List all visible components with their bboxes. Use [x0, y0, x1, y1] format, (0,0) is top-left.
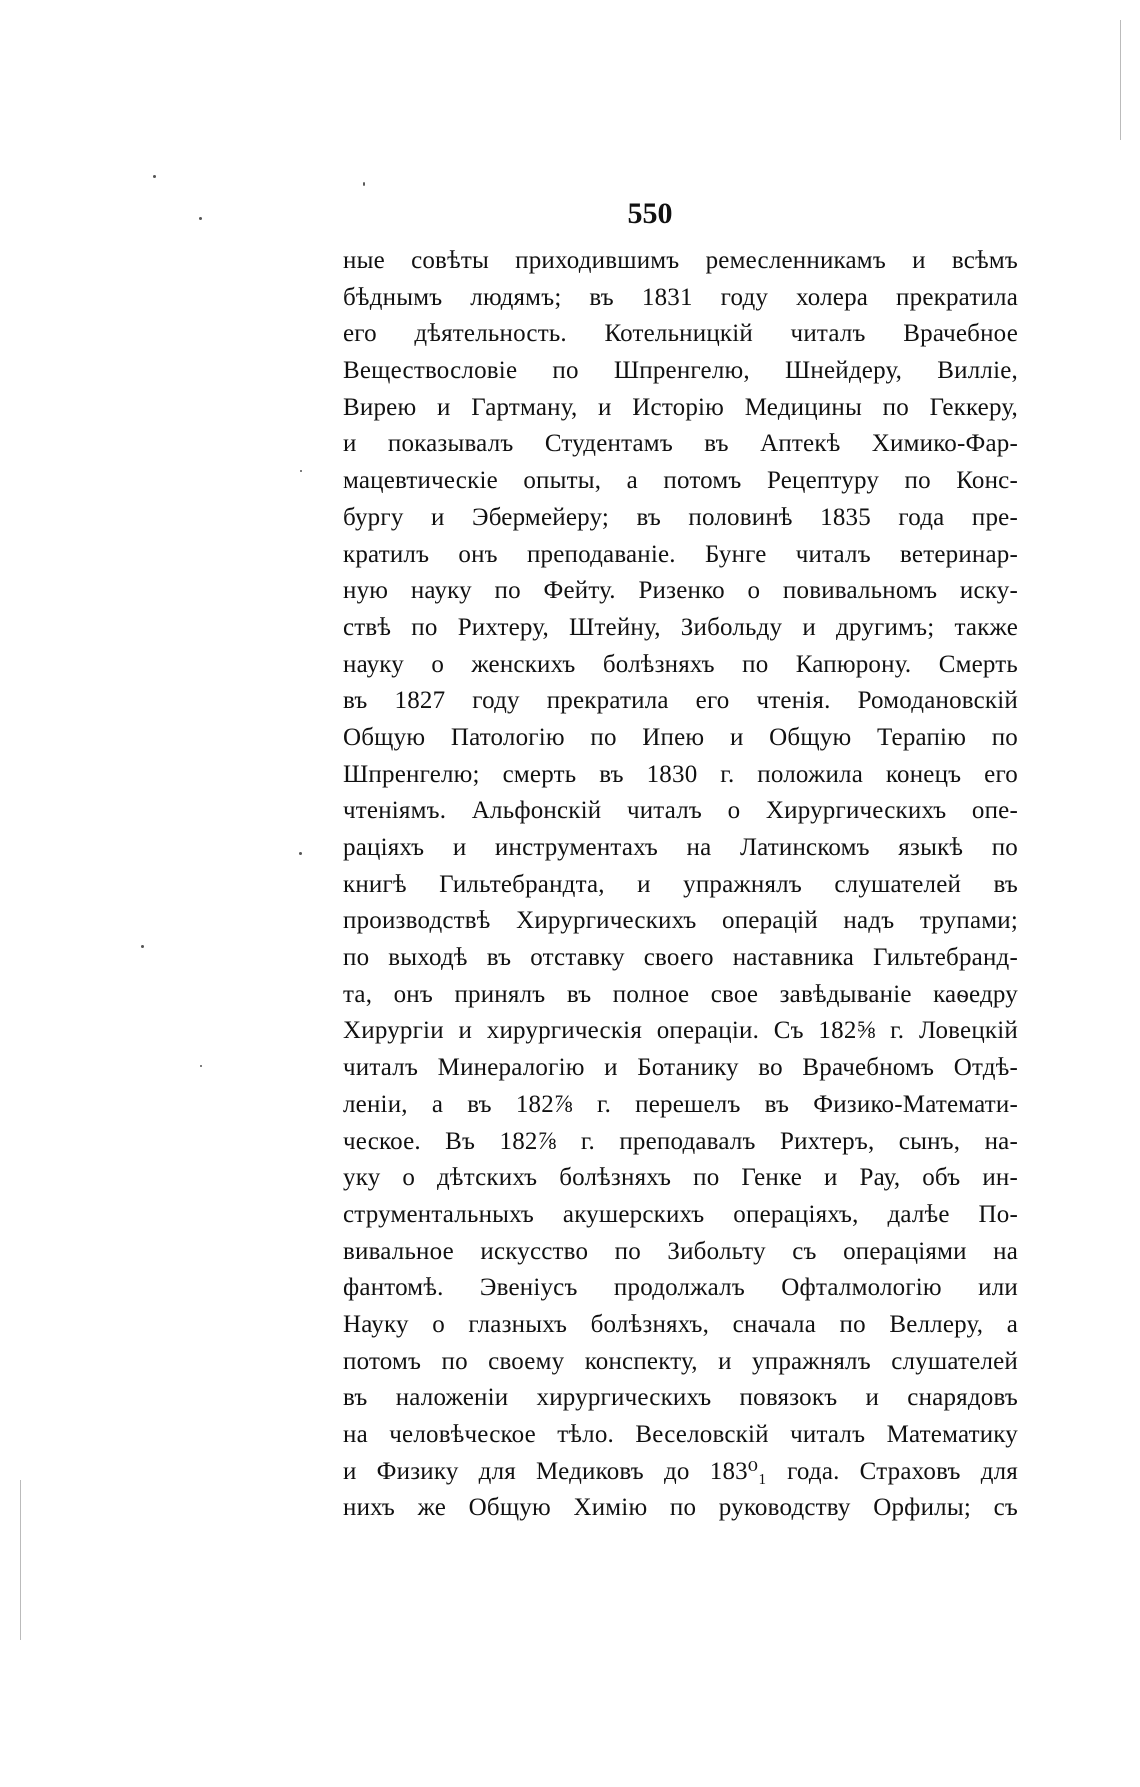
text-line: уку о дѣтскихъ болѣзняхъ по Генке и Рау, объ ин-: [343, 1164, 1018, 1192]
text-line: нихъ же Общую Химію по руководству Орфилы; съ: [343, 1494, 1018, 1522]
text-line: вивальное искусство по Зибольту съ операціями на: [343, 1237, 1018, 1265]
scan-speck: [300, 470, 302, 472]
text-line: Вирею и Гартману, и Исторію Медицины по Геккеру,: [343, 393, 1018, 421]
text-line: ческое. Въ 182⅞ г. преподавалъ Рихтеръ, сынъ, на-: [343, 1127, 1018, 1155]
text-line: въ 1827 году прекратила его чтенія. Ромодановскій: [343, 687, 1018, 715]
text-line: науку о женскихъ болѣзняхъ по Капюрону. Смерть: [343, 650, 1018, 678]
text-line: ную науку по Фейту. Ризенко о повивальномъ иску-: [343, 577, 1018, 605]
text-line: потомъ по своему конспекту, и упражнялъ слушателей: [343, 1347, 1018, 1375]
text-line: струментальныхъ акушерскихъ операціяхъ, далѣе По-: [343, 1200, 1018, 1228]
scan-speck: [199, 217, 202, 220]
text-line: на человѣческое тѣло. Веселовскій читалъ Математику: [343, 1421, 1018, 1448]
text-line: Общую Патологію по Ипею и Общую Терапію по: [343, 723, 1018, 751]
text-line: производствѣ Хирургическихъ операцій надъ трупами;: [343, 907, 1018, 935]
text-line: Веществословіе по Шпренгелю, Шнейдеру, Виллie,: [343, 357, 1018, 385]
text-line: Хирургіи и хирургическія операціи. Съ 182⅝ г. Ловецкій: [343, 1017, 1018, 1045]
text-line: леніи, а въ 182⅞ г. перешелъ въ Физико-Математи-: [343, 1090, 1018, 1118]
scan-speck: [153, 175, 156, 178]
text-line: та, онъ принялъ въ полное свое завѣдываніе каѳедру: [343, 980, 1018, 1008]
body-text: [343, 243, 1018, 1527]
scan-speck: [141, 945, 144, 948]
text-line: ствѣ по Рихтеру, Штейну, Зибольду и другимъ; также: [343, 613, 1018, 641]
scan-speck: [200, 1065, 202, 1067]
text-line: и Физику для Медиковъ до 183⁰₁ года. Страховъ для: [343, 1457, 1018, 1485]
page-number: 550: [627, 197, 673, 230]
text-line: ные совѣты приходившимъ ремесленникамъ и всѣмъ: [343, 247, 1018, 274]
text-line: бѣднымъ людямъ; въ 1831 году холера прекратила: [343, 283, 1018, 311]
text-line: Науку о глазныхъ болѣзняхъ, сначала по Веллеру, а: [343, 1310, 1018, 1338]
text-line: читалъ Минералогію и Ботанику во Врачебномъ Отдѣ-: [343, 1054, 1018, 1082]
scan-edge-mark: [1120, 20, 1121, 140]
text-line: Шпренгелю; смерть въ 1830 г. положила конецъ его: [343, 760, 1018, 788]
text-line: раціяхъ и инструментахъ на Латинскомъ языкѣ по: [343, 834, 1018, 861]
text-line: чтеніямъ. Альфонскій читалъ о Хирургическихъ опе-: [343, 797, 1018, 825]
text-line: въ наложеніи хирургическихъ повязокъ и снарядовъ: [343, 1384, 1018, 1412]
text-line: книгѣ Гильтебрандта, и упражнялъ слушателей въ: [343, 870, 1018, 898]
text-line: фантомѣ. Эвеніусъ продолжалъ Офталмологію или: [343, 1274, 1018, 1302]
text-line: его дѣятельность. Котельницкій читалъ Врачебное: [343, 320, 1018, 348]
scan-speck: [299, 852, 302, 855]
text-line: по выходѣ въ отставку своего наставника Гильтебранд-: [343, 944, 1018, 972]
text-line: мацевтическіе опыты, а потомъ Рецептуру по Конс-: [343, 467, 1018, 495]
scan-speck: [363, 182, 365, 186]
scan-edge-mark: [20, 1480, 21, 1640]
text-line: бургу и Эбермейеру; въ половинѣ 1835 года пре-: [343, 503, 1018, 531]
text-line: кратилъ онъ преподаваніе. Бунге читалъ ветеринар-: [343, 540, 1018, 568]
text-line: и показывалъ Студентамъ въ Аптекѣ Химико-Фар-: [343, 430, 1018, 458]
